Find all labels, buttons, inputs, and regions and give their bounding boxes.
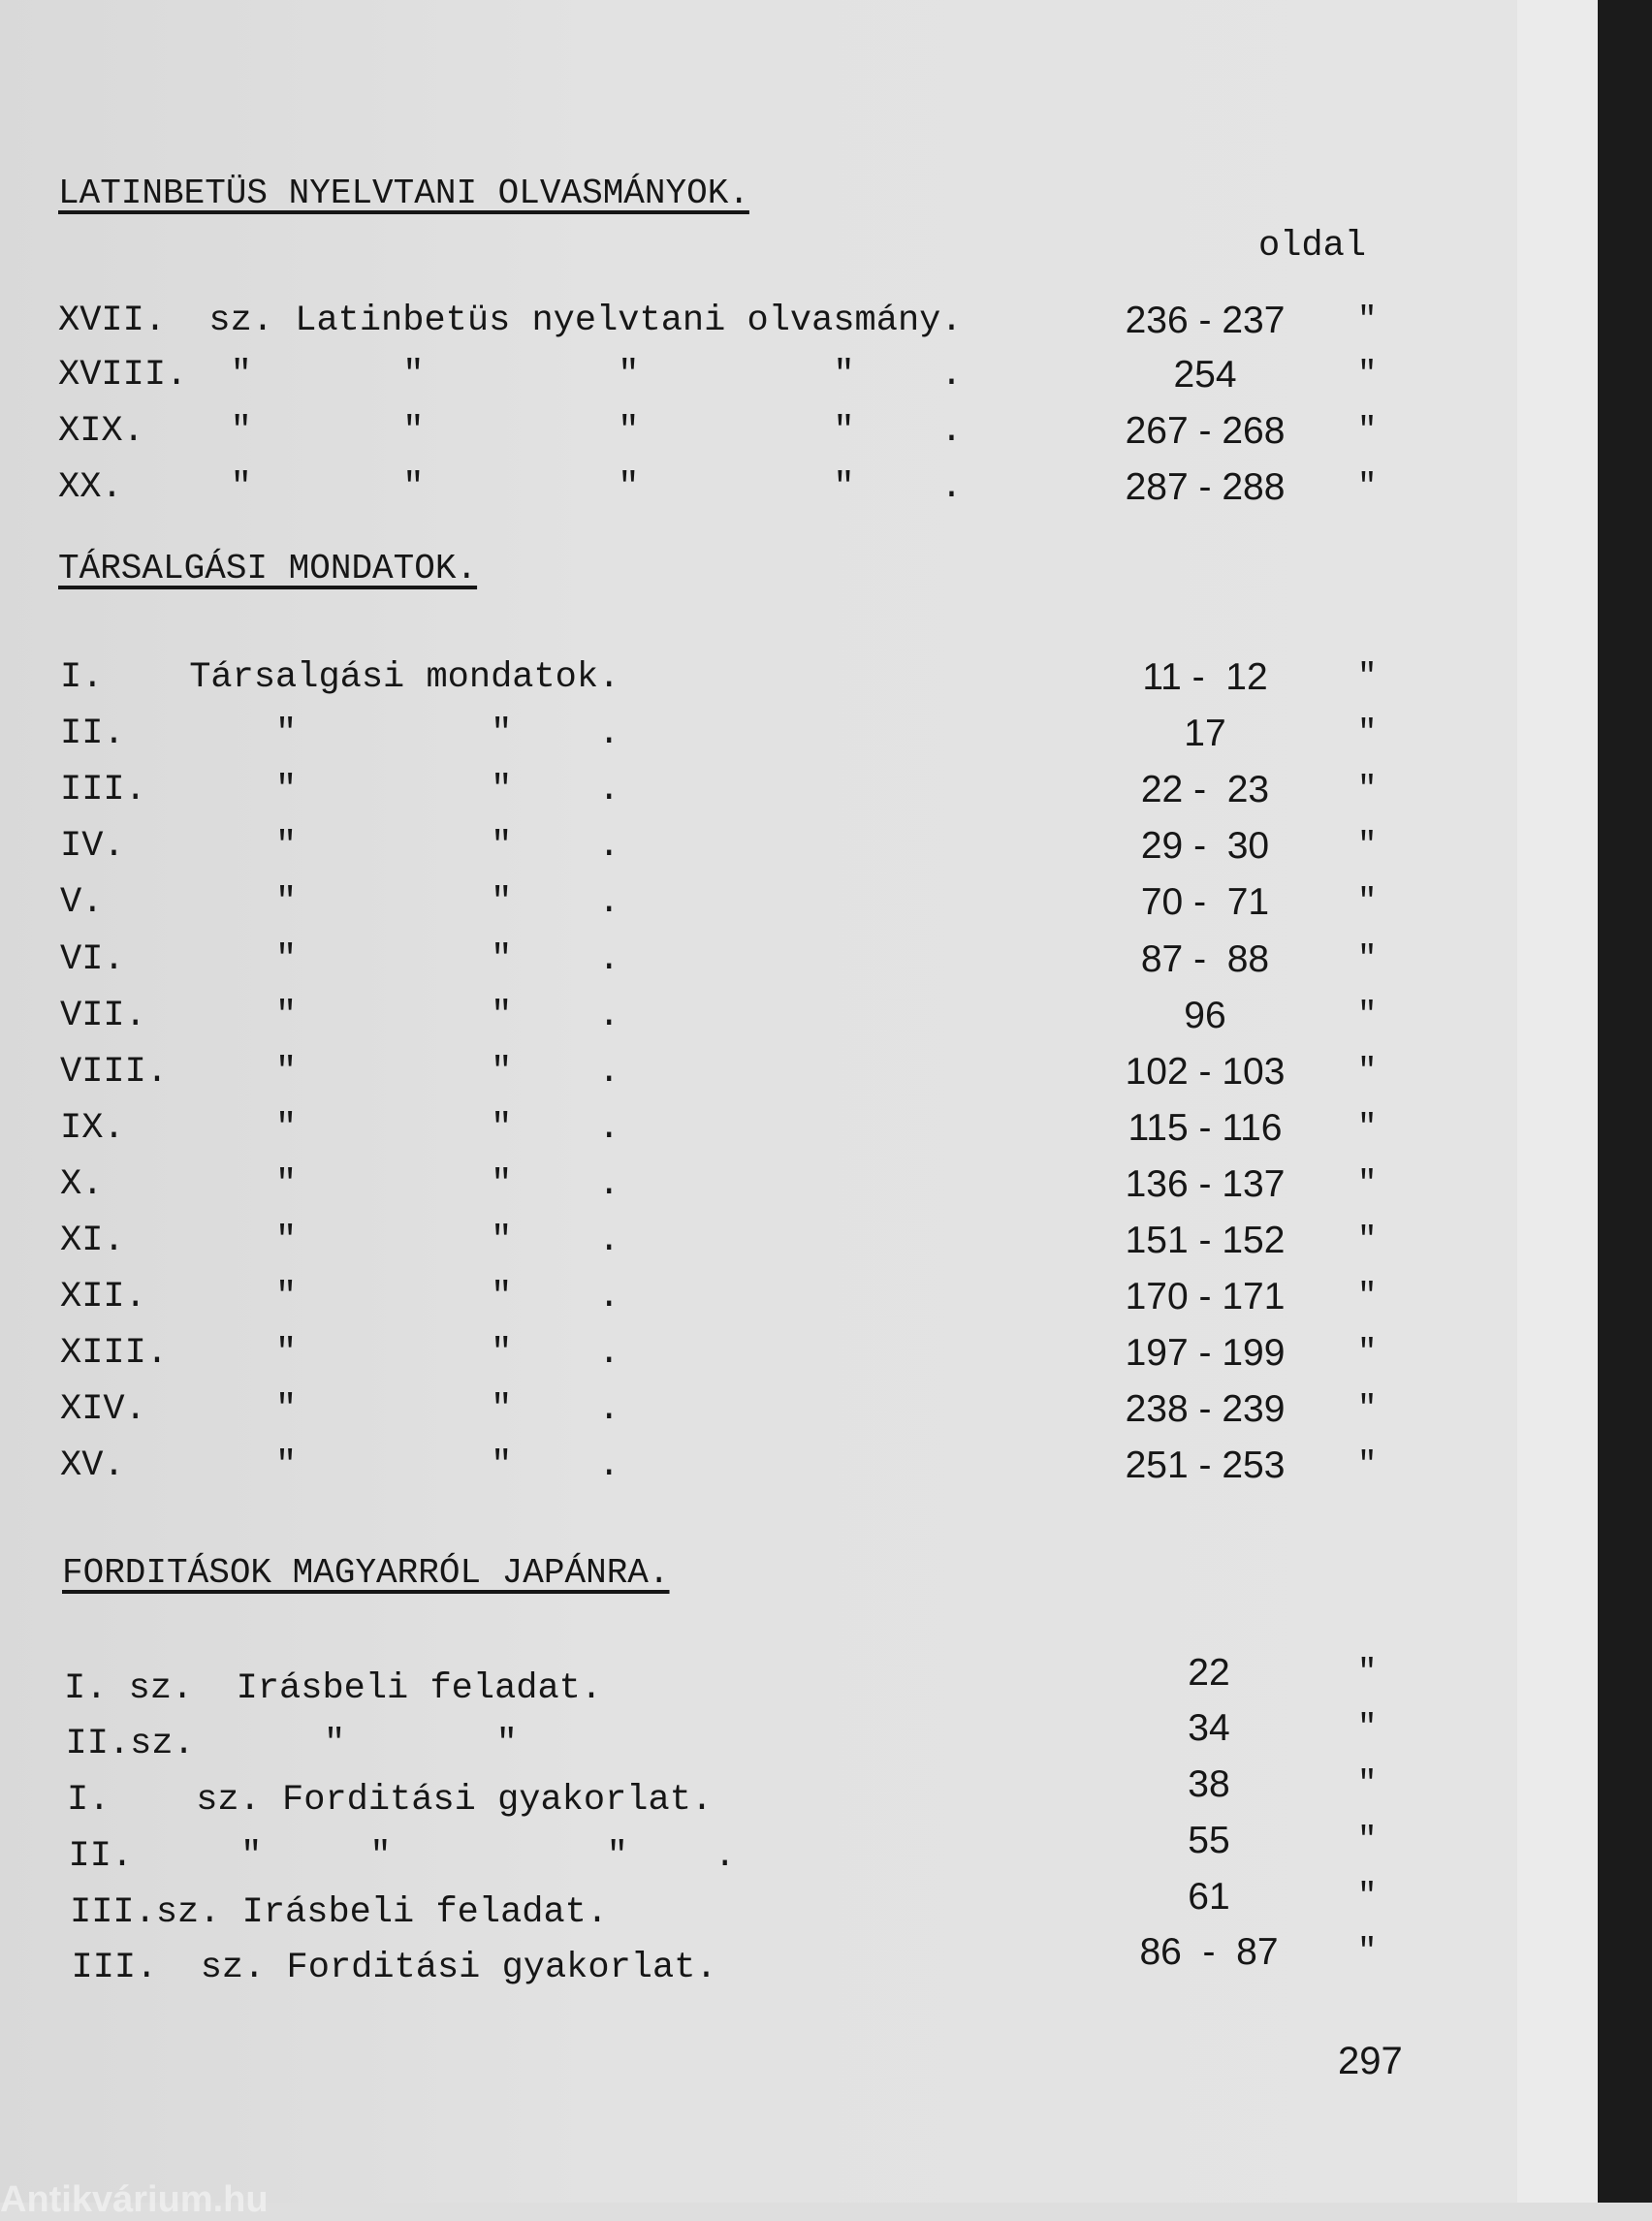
entry-pages: 197 - 199 <box>1125 1332 1286 1374</box>
watermark: Antikvárium.hu <box>0 2179 269 2220</box>
entry-pages: 251 - 253 <box>1125 1444 1286 1486</box>
entry-label: I. Társalgási mondatok. <box>60 657 620 698</box>
oldal-column-header: oldal <box>1258 226 1367 267</box>
entry-label: XVII. sz. Latinbetüs nyelvtani olvasmány. <box>58 301 963 341</box>
entry-label: V. " " . <box>60 882 620 923</box>
section-heading-latin-readings: LATINBETÜS NYELVTANI OLVASMÁNYOK. <box>58 174 749 213</box>
entry-pages: 34 <box>1188 1707 1230 1749</box>
entry-label: VIII. " " . <box>60 1052 620 1093</box>
entry-pages: 254 <box>1173 354 1237 396</box>
ditto-mark: " <box>1357 828 1378 865</box>
entry-pages: 287 - 288 <box>1125 466 1286 508</box>
page-number: 297 <box>1338 2040 1403 2082</box>
entry-pages: 267 - 268 <box>1125 410 1286 452</box>
ditto-mark: " <box>1357 941 1378 978</box>
entry-label: III. " " . <box>60 770 620 810</box>
entry-pages: 115 - 116 <box>1128 1107 1283 1149</box>
ditto-mark: " <box>1357 1222 1378 1259</box>
ditto-mark: " <box>1357 413 1378 450</box>
entry-pages: 17 <box>1184 713 1226 754</box>
ditto-mark: " <box>1357 659 1378 696</box>
entry-pages: 136 - 137 <box>1125 1163 1286 1205</box>
ditto-mark: " <box>1357 772 1378 809</box>
entry-pages: 236 - 237 <box>1125 300 1286 341</box>
ditto-mark: " <box>1357 1054 1378 1091</box>
ditto-mark: " <box>1357 1934 1378 1971</box>
ditto-mark: " <box>1357 1879 1378 1916</box>
entry-label: XX. " " " " . <box>58 467 963 508</box>
ditto-mark: " <box>1357 884 1378 921</box>
entry-label: I. sz. Forditási gyakorlat. <box>67 1780 714 1821</box>
ditto-mark: " <box>1357 998 1378 1034</box>
ditto-mark: " <box>1357 1110 1378 1147</box>
ditto-mark: " <box>1357 1335 1378 1372</box>
entry-pages: 55 <box>1188 1820 1230 1861</box>
ditto-mark: " <box>1357 1766 1378 1803</box>
entry-pages: 61 <box>1188 1876 1230 1918</box>
page-edge <box>1517 0 1598 2203</box>
entry-label: II.sz. " " <box>65 1724 518 1764</box>
entry-label: I. sz. Irásbeli feladat. <box>64 1668 603 1709</box>
entry-pages: 102 - 103 <box>1125 1051 1286 1093</box>
entry-pages: 170 - 171 <box>1125 1276 1286 1317</box>
ditto-mark: " <box>1357 1823 1378 1859</box>
ditto-mark: " <box>1357 1710 1378 1747</box>
entry-pages: 87 - 88 <box>1140 938 1270 980</box>
entry-label: XV. " " . <box>60 1445 620 1486</box>
entry-label: VI. " " . <box>60 939 620 980</box>
entry-label: III. sz. Forditási gyakorlat. <box>71 1948 717 1988</box>
entry-pages: 11 - 12 <box>1142 656 1268 698</box>
ditto-mark: " <box>1357 302 1378 339</box>
entry-label: II. " " . <box>60 714 620 754</box>
ditto-mark: " <box>1357 469 1378 506</box>
book-cover-edge <box>1598 0 1652 2203</box>
ditto-mark: " <box>1357 715 1378 752</box>
entry-label: XII. " " . <box>60 1277 620 1317</box>
entry-pages: 70 - 71 <box>1140 881 1270 923</box>
entry-pages: 96 <box>1184 995 1226 1036</box>
entry-pages: 151 - 152 <box>1125 1220 1286 1261</box>
section-heading-conversation-sentences: TÁRSALGÁSI MONDATOK. <box>58 549 478 588</box>
entry-pages: 29 - 30 <box>1140 825 1270 867</box>
ditto-mark: " <box>1357 357 1378 394</box>
entry-label: XI. " " . <box>60 1221 620 1261</box>
ditto-mark: " <box>1357 1655 1378 1692</box>
entry-label: XIII. " " . <box>60 1333 620 1374</box>
entry-pages: 238 - 239 <box>1125 1388 1286 1430</box>
section-heading-translations: FORDITÁSOK MAGYARRÓL JAPÁNRA. <box>62 1553 670 1593</box>
entry-label: XIV. " " . <box>60 1389 620 1430</box>
entry-label: VII. " " . <box>60 996 620 1036</box>
entry-label: XVIII. " " " " . <box>58 355 963 396</box>
ditto-mark: " <box>1357 1279 1378 1316</box>
entry-label: X. " " . <box>60 1164 620 1205</box>
entry-label: II. " " " . <box>68 1836 736 1877</box>
entry-pages: 22 - 23 <box>1140 769 1270 810</box>
entry-label: III.sz. Irásbeli feladat. <box>70 1892 609 1933</box>
entry-pages: 86 - 87 <box>1139 1931 1279 1973</box>
entry-pages: 38 <box>1188 1763 1230 1805</box>
entry-label: IV. " " . <box>60 826 620 867</box>
ditto-mark: " <box>1357 1166 1378 1203</box>
entry-label: IX. " " . <box>60 1108 620 1149</box>
ditto-mark: " <box>1357 1391 1378 1428</box>
entry-pages: 22 <box>1188 1652 1230 1694</box>
ditto-mark: " <box>1357 1447 1378 1484</box>
entry-label: XIX. " " " " . <box>58 411 963 452</box>
